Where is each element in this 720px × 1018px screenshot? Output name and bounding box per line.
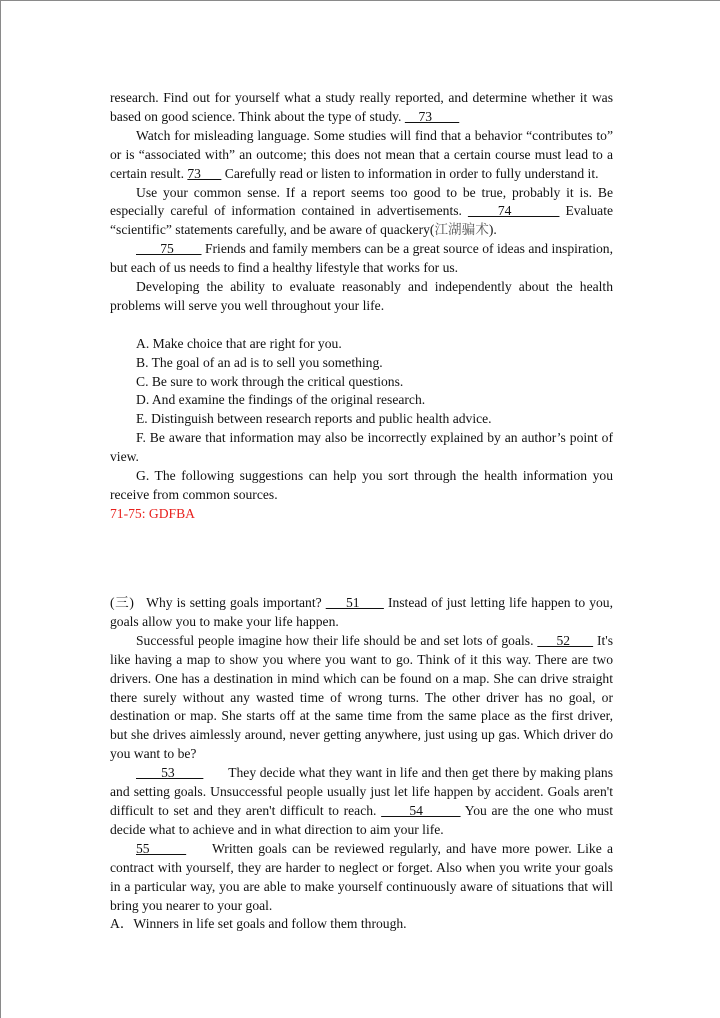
option-e: E. Distinguish between research reports and public health advice. bbox=[136, 411, 492, 427]
text: Carefully read or listen to information in order to fully understand it. bbox=[221, 165, 599, 181]
option-d: D. And examine the findings of the original research. bbox=[136, 392, 426, 408]
chinese-gloss: 江湖骗术 bbox=[434, 222, 489, 238]
blank-54[interactable]: 54 bbox=[381, 802, 461, 818]
option-f: F. Be aware that information may also be incorrectly explained by an author’s point of view. bbox=[110, 430, 613, 465]
text: ). bbox=[488, 222, 497, 238]
paragraph-common-sense bbox=[110, 184, 613, 241]
paragraph-conclusion: Developing the ability to evaluate reasonably and independently about the health problems will serve you well throughout your life. bbox=[110, 279, 613, 313]
options-list bbox=[110, 335, 613, 505]
text: Friends and family members can be a great source of ideas and inspiration, but each of us needs to find a healthy lifestyle that works for us. bbox=[110, 241, 613, 276]
text: research. Find out for yourself what a study really reported, and determine whether it was based on good science. Think about the type of study. bbox=[110, 90, 613, 124]
text: They decide what they want in life and then get there by making plans and setting goals. Unsuccessful people usually just let life happen by accident. Goals aren't difficult to set and they aren't difficult to reach. bbox=[110, 765, 617, 818]
paragraph-research bbox=[110, 89, 613, 127]
passage-health-info bbox=[110, 89, 613, 524]
blank-55[interactable]: 55 bbox=[136, 840, 187, 856]
blank-53[interactable]: 53 bbox=[136, 765, 204, 781]
answer-key: 71-75: GDFBA bbox=[110, 505, 195, 521]
paragraph-why-goals bbox=[110, 594, 613, 632]
text: Written goals can be reviewed regularly, and have more power. Like a contract with yourself, they are harder to neglect or forget. Also when you write your goals in a particular way, you are able to make yourself continuously aware of situations that will bring you nearer to your goal. bbox=[110, 840, 617, 913]
blank-51[interactable]: 51 bbox=[325, 595, 384, 610]
paragraph-decide bbox=[110, 764, 617, 840]
text: Evaluate “scientific” statements carefully, and be aware of quackery( bbox=[110, 203, 614, 238]
blank-52[interactable]: 52 bbox=[537, 632, 594, 648]
text: Watch for misleading language. Some studies will find that a behavior “contributes to” or is “associated with” an outcome; this does not mean that a certain course must lead to a certain result. bbox=[110, 127, 613, 181]
text: Use your common sense. If a report seems too good to be true, probably it is. Be especially careful of information contained in advertisements. bbox=[110, 184, 613, 219]
section-label: (三) bbox=[110, 595, 134, 610]
option-g: G. The following suggestions can help you sort through the health information you receive from common sources. bbox=[110, 468, 613, 503]
text: You are the one who must decide what to achieve and in what direction to aim your life. bbox=[110, 802, 613, 837]
text: It's like having a map to show you where you want to go. Think of it this way. There are two drivers. One has a destination in mind which can be found on a map. She can drive straight there surely without any wasted time of wrong turns. The other driver has no goal, or destination or map. She starts off at the same time from the same place as the first driver, but she drives aimlessly around, never getting anywhere, just using up gas. Which driver do you want to be? bbox=[110, 632, 613, 762]
blank-74[interactable]: 74 bbox=[467, 203, 560, 219]
passage-setting-goals bbox=[110, 594, 617, 934]
option-c: C. Be sure to work through the critical questions. bbox=[136, 373, 404, 389]
spacer bbox=[110, 316, 613, 335]
text: Successful people imagine how their life should be and set lots of goals. bbox=[136, 632, 538, 648]
text: Instead of just letting life happen to you, goals allow you to make your life happen. bbox=[110, 595, 613, 629]
blank-75[interactable]: 75 bbox=[136, 241, 202, 257]
paragraph-friends-family bbox=[110, 240, 613, 278]
paragraph-successful-people bbox=[110, 632, 613, 764]
text: Why is setting goals important? bbox=[133, 595, 326, 610]
option-b: B. The goal of an ad is to sell you something. bbox=[136, 354, 383, 370]
blank-73[interactable]: 73 bbox=[404, 108, 460, 124]
blank-73b[interactable]: 73 bbox=[187, 165, 222, 181]
option-a: A. Make choice that are right for you. bbox=[136, 335, 342, 351]
paragraph-misleading-language bbox=[110, 127, 613, 184]
paragraph-written-goals bbox=[110, 840, 617, 916]
option-a-goals: A．Winners in life set goals and follow them through. bbox=[110, 916, 407, 932]
